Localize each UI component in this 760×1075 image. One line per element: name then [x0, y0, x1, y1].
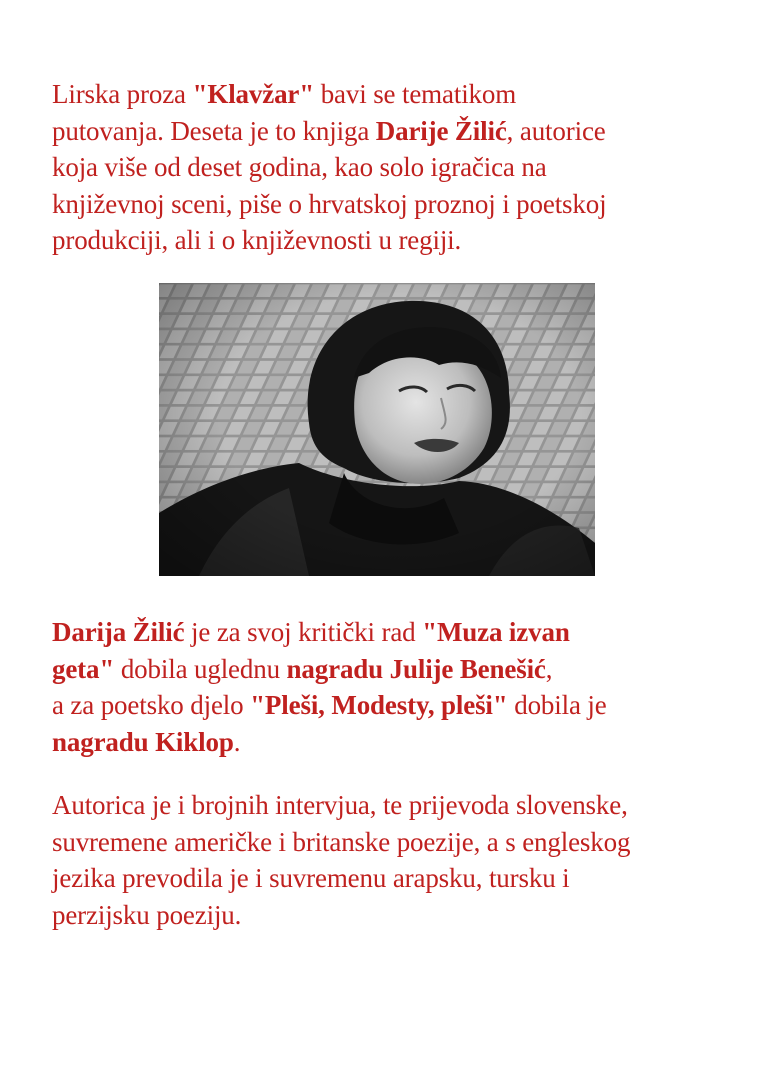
- work-title-muza: "Muza izvan: [422, 617, 570, 647]
- awards-line-4: [52, 724, 732, 761]
- text-run: Lirska proza: [52, 79, 193, 109]
- work-title-plesi: "Pleši, Modesty, pleši": [250, 690, 508, 720]
- text-run: , autorice: [506, 115, 606, 146]
- intro-line-1: [52, 76, 732, 113]
- award-benesic: nagradu Julije Benešić: [286, 653, 546, 684]
- text-run: putovanja. Deseta je to knjiga: [52, 115, 376, 146]
- translations-line-2: suvremene američke i britanske poezije, a s engleskog: [52, 826, 631, 857]
- text-run: a za poetsko djelo: [52, 690, 251, 720]
- awards-paragraph: [52, 614, 732, 760]
- awards-line-1: [52, 614, 732, 651]
- author-portrait-photo: [159, 283, 595, 576]
- translations-paragraph: [52, 787, 742, 933]
- intro-line-3: koja više od deset godina, kao solo igračica na: [52, 152, 547, 182]
- awards-line-2: [52, 651, 732, 688]
- award-kiklop: nagradu Kiklop: [52, 726, 234, 757]
- intro-paragraph: [52, 76, 732, 259]
- text-run: .: [233, 726, 241, 757]
- text-run: dobila uglednu: [114, 653, 287, 684]
- intro-line-4: književnoj sceni, piše o hrvatskoj proznoj i poetskoj: [52, 188, 607, 219]
- book-title-klavzar: "Klavžar": [192, 79, 315, 109]
- intro-line-2: [52, 113, 732, 150]
- author-name: Darije Žilić: [375, 115, 507, 146]
- text-run: bavi se tematikom: [314, 79, 517, 109]
- text-run: ,: [545, 653, 553, 684]
- translations-line-1: Autorica je i brojnih intervjua, te prijevoda slovenske,: [52, 790, 628, 820]
- work-title-muza-end: geta": [52, 653, 115, 684]
- intro-line-5: produkciji, ali i o književnosti u regiji.: [52, 225, 462, 255]
- author-name: Darija Žilić: [52, 617, 185, 647]
- translations-line-4: perzijsku poeziju.: [52, 899, 242, 930]
- text-run: je za svoj kritički rad: [184, 617, 423, 647]
- translations-line-3: jezika prevodila je i suvremenu arapsku, tursku i: [52, 863, 570, 893]
- awards-line-3: [52, 687, 732, 724]
- text-run: dobila je: [507, 690, 607, 720]
